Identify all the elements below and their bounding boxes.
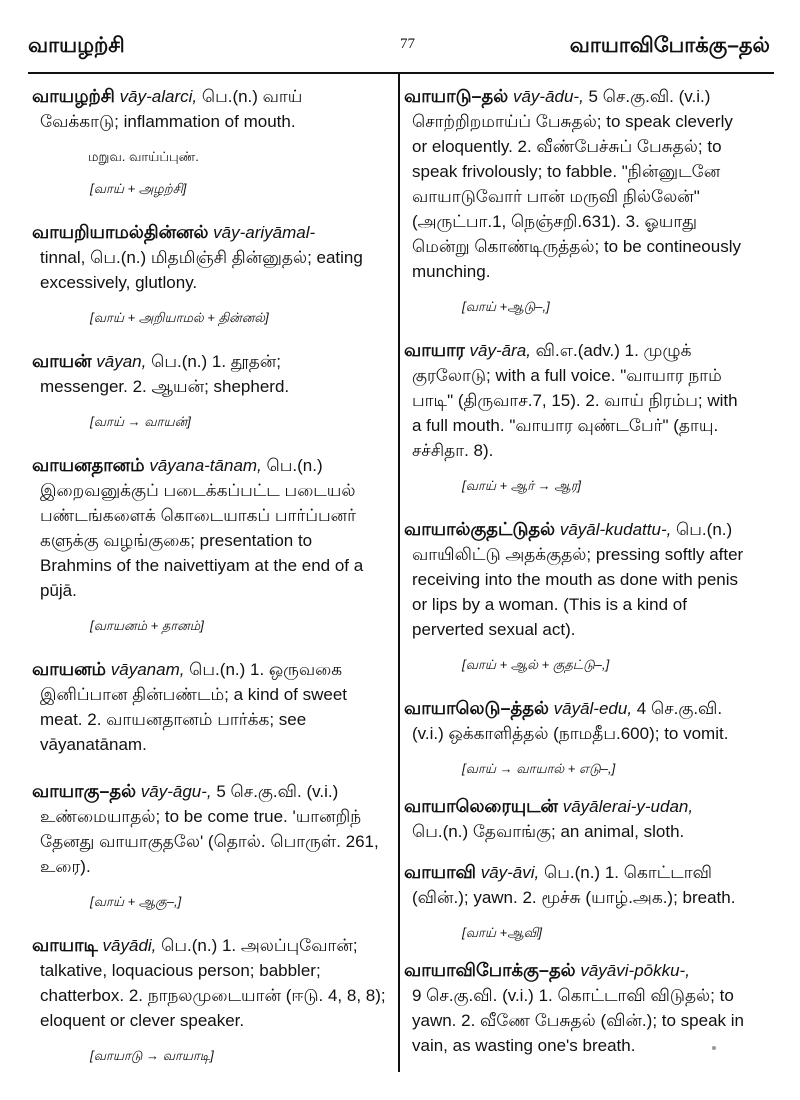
headword: வாயாவிபோக்கு–தல் xyxy=(404,960,576,980)
entry-definition: 9 செ.கு.வி. (v.i.) 1. கொட்டாவி விடுதல்; to yawn. 2. வீணே பேசுதல் (வின்.); to speak in vain, as wasting one's breath. xyxy=(412,986,744,1055)
dictionary-entry xyxy=(32,779,386,911)
etymology: [வாய் + ஆல் + குதட்டு–,] xyxy=(462,657,610,672)
transliteration: vāy-āvi, xyxy=(480,863,540,882)
entry-grammar: பெ.(n.) 1. தூதன்; xyxy=(146,352,282,371)
dictionary-entry xyxy=(32,349,386,431)
transliteration: vāyādi, xyxy=(102,936,157,955)
entry-grammar: வி.எ.(adv.) 1. முழுக் xyxy=(530,341,692,360)
synonym-note: மறுவ. வாய்ப்புண். xyxy=(88,149,199,164)
transliteration: vāy-ādu-, xyxy=(512,87,584,106)
entry-definition: வாயிலிட்டு அதக்குதல்; pressing softly after receiving into the mouth as done with penis or lips by a woman. (This is a kind of perverted sexual act). xyxy=(412,545,744,639)
transliteration: vāyāl-kudattu-, xyxy=(559,520,672,539)
entry-definition: உண்மையாதல்; to be come true. 'யானறிந் தேனது வாயாகுதலே' (தொல். பொருள். 261, உரை). xyxy=(40,807,379,876)
entry-grammar: பெ.(n.) xyxy=(671,520,733,539)
etymology: [வாய் +ஆவி] xyxy=(462,925,543,940)
entry-grammar: பெ.(n.) 1. கொட்டாவி xyxy=(539,863,712,882)
etymology: [வாய் +ஆடு–,] xyxy=(462,299,550,314)
transliteration: vāy-āra, xyxy=(469,341,531,360)
transliteration: vāy-alarci, xyxy=(119,87,198,106)
entry-definition: talkative, loquacious person; babbler; chatterbox. 2. நாநலமுடையான் (ஈடு. 4, 8, 8); eloquent or clever speaker. xyxy=(40,961,386,1030)
headword: வாயால்குதட்டுதல் xyxy=(404,519,556,539)
headword: வாயாடி xyxy=(32,935,98,955)
headword: வாயார xyxy=(404,340,465,360)
column-divider xyxy=(398,72,400,1072)
etymology: [வாய் → வாயன்] xyxy=(90,414,191,429)
dictionary-entry xyxy=(404,517,750,674)
headword: வாயாலெரையுடன் xyxy=(404,796,558,816)
dictionary-entry xyxy=(404,696,750,778)
page-number: 77 xyxy=(400,36,415,52)
headword: வாயாவி xyxy=(404,862,476,882)
transliteration: vāyāl-edu, xyxy=(553,699,633,718)
dictionary-entry xyxy=(32,933,386,1065)
headword: வாயழற்சி xyxy=(32,86,115,106)
entry-definition: சொற்றிறமாய்ப் பேசுதல்; to speak cleverly or eloquently. 2. வீண்பேச்சுப் பேசுதல்; to speak frivolously; to fabble. "நின்னுடனே வாயாடுவோர் பான் மருவி நில்லேன்" (அருட்பா.1, நெஞ்சறி.631). 3. ஓயாது மென்று கொண்டிருத்தல்; to be contineously munching. xyxy=(412,112,741,281)
transliteration: vāyanam, xyxy=(110,660,185,679)
transliteration: vāyālerai-y-udan, xyxy=(562,797,694,816)
entry-grammar: பெ.(n.) 1. அலப்புவோன்; xyxy=(156,936,358,955)
dictionary-entry xyxy=(404,338,750,495)
etymology: [வாயனம் + தானம்] xyxy=(90,618,204,633)
entry-definition: வேக்காடு; inflammation of mouth. xyxy=(40,112,296,131)
entry-definition: பெ.(n.) தேவாங்கு; an animal, sloth. xyxy=(412,822,685,841)
header-guide-word-left: வாயழற்சி xyxy=(28,34,125,57)
dictionary-entry xyxy=(32,84,386,198)
entry-definition: tinnal, பெ.(n.) மிதமிஞ்சி தின்னுதல்; eating excessively, glutlony. xyxy=(40,248,363,292)
entry-definition: (v.i.) ஒக்காளித்தல் (நாமதீப.600); to vomit. xyxy=(412,724,729,743)
entry-grammar: பெ.(n.) xyxy=(261,456,323,475)
dictionary-entry xyxy=(404,84,750,316)
entry-definition: (வின்.); yawn. 2. மூச்சு (யாழ்.அக.); breath. xyxy=(412,888,736,907)
headword: வாயனதானம் xyxy=(32,455,145,475)
dictionary-entry xyxy=(32,220,386,327)
dictionary-entry xyxy=(404,860,750,942)
entry-definition: இறைவனுக்குப் படைக்கப்பட்ட படையல் பண்டங்களைக் கொடையாகப் பார்ப்பனர் களுக்கு வழங்குகை; presentation to Brahmins of the naivettiyam at the end of a pūjā. xyxy=(40,481,364,600)
transliteration: vāyana-tānam, xyxy=(149,456,262,475)
headword: வாயாகு–தல் xyxy=(32,781,137,801)
left-column xyxy=(32,84,386,1065)
headword: வாயாலெடு–த்தல் xyxy=(404,698,549,718)
transliteration: vāy-ariyāmal- xyxy=(213,223,316,242)
right-column xyxy=(404,84,750,1058)
etymology: [வாய் + ஆகு–,] xyxy=(90,894,182,909)
dictionary-entry xyxy=(404,958,750,1058)
dictionary-entry xyxy=(404,794,750,844)
headword: வாயறியாமல்தின்னல் xyxy=(32,222,209,242)
dictionary-entry xyxy=(32,453,386,635)
page-header xyxy=(28,34,770,64)
etymology: [வாய் → வாயால் + எடு–,] xyxy=(462,761,616,776)
entry-definition: messenger. 2. ஆயன்; shepherd. xyxy=(40,377,290,396)
etymology: [வாய் + அழற்சி] xyxy=(90,181,187,196)
headword: வாயனம் xyxy=(32,659,107,679)
entry-grammar: 5 செ.கு.வி. (v.i.) xyxy=(211,782,339,801)
headword: வாயாடு–தல் xyxy=(404,86,509,106)
entry-grammar: 5 செ.கு.வி. (v.i.) xyxy=(583,87,711,106)
dictionary-entry xyxy=(32,657,386,757)
entry-grammar: பெ.(n.) 1. ஒருவகை xyxy=(184,660,343,679)
headword: வாயன் xyxy=(32,351,92,371)
etymology: [வாய் + அறியாமல் + தின்னல்] xyxy=(90,310,269,325)
header-guide-word-right: வாயாவிபோக்கு–தல் xyxy=(569,34,770,57)
transliteration: vāyāvi-pōkku-, xyxy=(580,961,690,980)
transliteration: vāyan, xyxy=(96,352,147,371)
entry-definition: இனிப்பான தின்பண்டம்; a kind of sweet meat. 2. வாயனதானம் பார்க்க; see vāyanatānam. xyxy=(40,685,348,754)
etymology: [வாய் + ஆர் → ஆர] xyxy=(462,478,582,493)
etymology: [வாயாடு → வாயாடி] xyxy=(90,1048,214,1063)
scan-speck xyxy=(712,1046,716,1050)
entry-grammar: 4 செ.கு.வி. xyxy=(632,699,723,718)
entry-definition: குரலோடு; with a full voice. "வாயார நாம் பாடி" (திருவாச.7, 15). 2. வாய் நிரம்ப; with a full mouth. "வாயார வுண்டபேர்" (தாயு. சச்சிதா. 8). xyxy=(412,366,738,460)
transliteration: vāy-āgu-, xyxy=(140,782,212,801)
header-rule xyxy=(28,72,774,74)
entry-grammar: பெ.(n.) வாய் xyxy=(197,87,303,106)
